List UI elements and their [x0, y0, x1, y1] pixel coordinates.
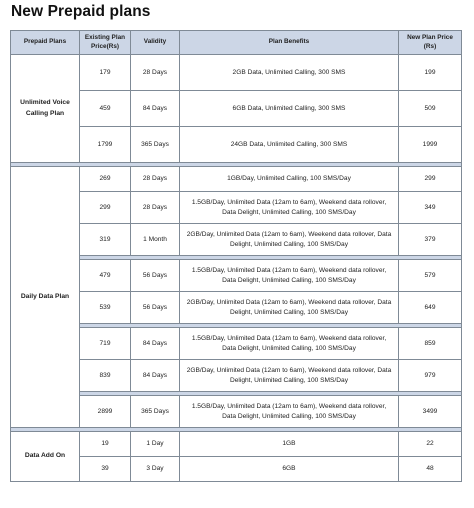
new-price-cell: 579 — [399, 260, 462, 292]
table-header-row — [11, 31, 462, 55]
existing-price-cell: 39 — [80, 457, 131, 482]
new-price-cell: 509 — [399, 91, 462, 127]
validity-cell: 365 Days — [131, 127, 180, 163]
existing-price-cell: 179 — [80, 55, 131, 91]
page-title: New Prepaid plans — [11, 3, 151, 20]
benefits-cell: 2GB Data, Unlimited Calling, 300 SMS — [180, 55, 399, 91]
benefits-cell: 1GB/Day, Unlimited Calling, 100 SMS/Day — [180, 167, 399, 192]
benefits-cell: 1.5GB/Day, Unlimited Data (12am to 6am), Weekend data rollover, Data Delight, Unlimited Calling, 100 SMS/Day — [180, 260, 399, 292]
validity-cell: 84 Days — [131, 328, 180, 360]
existing-price-cell: 539 — [80, 292, 131, 324]
validity-cell: 84 Days — [131, 91, 180, 127]
new-price-cell: 379 — [399, 224, 462, 256]
new-price-cell: 349 — [399, 192, 462, 224]
new-price-cell: 299 — [399, 167, 462, 192]
new-price-cell: 979 — [399, 360, 462, 392]
existing-price-cell: 269 — [80, 167, 131, 192]
benefits-cell: 24GB Data, Unlimited Calling, 300 SMS — [180, 127, 399, 163]
new-price-cell: 3499 — [399, 396, 462, 428]
validity-cell: 1 Month — [131, 224, 180, 256]
benefits-cell: 1GB — [180, 432, 399, 457]
validity-cell: 3 Day — [131, 457, 180, 482]
header-prepaid-plans: Prepaid Plans — [11, 31, 80, 55]
benefits-cell: 2GB/Day, Unlimited Data (12am to 6am), Weekend data rollover, Data Delight, Unlimited Calling, 100 SMS/Day — [180, 292, 399, 324]
benefits-cell: 2GB/Day, Unlimited Data (12am to 6am), Weekend data rollover, Data Delight, Unlimited Calling, 100 SMS/Day — [180, 360, 399, 392]
validity-cell: 365 Days — [131, 396, 180, 428]
validity-cell: 28 Days — [131, 167, 180, 192]
table-row — [11, 432, 462, 457]
existing-price-cell: 2899 — [80, 396, 131, 428]
validity-cell: 84 Days — [131, 360, 180, 392]
existing-price-cell: 479 — [80, 260, 131, 292]
new-price-cell: 649 — [399, 292, 462, 324]
benefits-cell: 1.5GB/Day, Unlimited Data (12am to 6am), Weekend data rollover, Data Delight, Unlimited Calling, 100 SMS/Day — [180, 192, 399, 224]
existing-price-cell: 319 — [80, 224, 131, 256]
existing-price-cell: 1799 — [80, 127, 131, 163]
existing-price-cell: 839 — [80, 360, 131, 392]
existing-price-cell: 459 — [80, 91, 131, 127]
new-price-cell: 48 — [399, 457, 462, 482]
benefits-cell: 6GB — [180, 457, 399, 482]
benefits-cell: 1.5GB/Day, Unlimited Data (12am to 6am), Weekend data rollover, Data Delight, Unlimited Calling, 100 SMS/Day — [180, 328, 399, 360]
new-price-cell: 22 — [399, 432, 462, 457]
category-addon: Data Add On — [11, 432, 80, 482]
benefits-cell: 2GB/Day, Unlimited Data (12am to 6am), Weekend data rollover, Data Delight, Unlimited Calling, 100 SMS/Day — [180, 224, 399, 256]
validity-cell: 28 Days — [131, 192, 180, 224]
validity-cell: 56 Days — [131, 260, 180, 292]
validity-cell: 56 Days — [131, 292, 180, 324]
prepaid-plans-table — [10, 30, 462, 482]
new-price-cell: 1999 — [399, 127, 462, 163]
benefits-cell: 1.5GB/Day, Unlimited Data (12am to 6am), Weekend data rollover, Data Delight, Unlimited Calling, 100 SMS/Day — [180, 396, 399, 428]
benefits-cell: 6GB Data, Unlimited Calling, 300 SMS — [180, 91, 399, 127]
header-existing-price: Existing Plan Price(Rs) — [80, 31, 131, 55]
header-new-price: New Plan Price (Rs) — [399, 31, 462, 55]
header-plan-benefits: Plan Benefits — [180, 31, 399, 55]
new-price-cell: 199 — [399, 55, 462, 91]
table-row — [11, 55, 462, 91]
validity-cell: 1 Day — [131, 432, 180, 457]
category-daily: Daily Data Plan — [11, 167, 80, 428]
category-voice: Unlimited Voice Calling Plan — [11, 55, 80, 163]
new-price-cell: 859 — [399, 328, 462, 360]
existing-price-cell: 299 — [80, 192, 131, 224]
table-row — [11, 167, 462, 192]
validity-cell: 28 Days — [131, 55, 180, 91]
existing-price-cell: 19 — [80, 432, 131, 457]
existing-price-cell: 719 — [80, 328, 131, 360]
header-validity: Validity — [131, 31, 180, 55]
